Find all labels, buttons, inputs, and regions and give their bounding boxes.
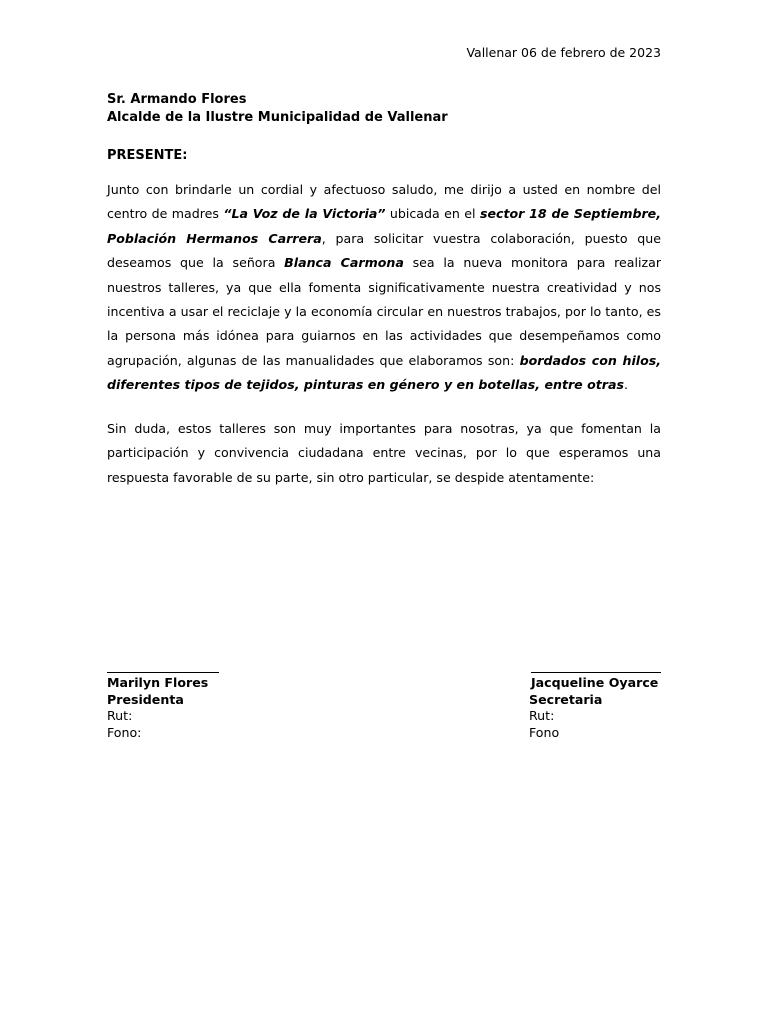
signature-block-left [107,658,219,741]
paragraph-1-highlight-3: Blanca Carmona [284,255,404,271]
paragraph-1-text-5: . [624,377,629,393]
signer-phone: Fono: [107,724,142,740]
paragraph-1-highlight-1: “La Voz de la Victoria” [223,206,386,222]
paragraph-1-text-3: , para solicitar vuestra colaboración, puesto que deseamos que la señora [107,230,661,271]
addressee-block [107,91,448,127]
paragraph-1-text-2: ubicada en el [385,206,480,222]
greeting: PRESENTE: [107,148,188,163]
body-paragraph-2: Sin duda, estos talleres son muy importantes para nosotras, ya que fomentan la participación y convivencia ciudadana entre vecinas, por lo que esperamos una respuesta favorable de su parte, sin otro particular, se despide atentamente: [107,421,661,485]
signer-name: Marilyn Flores [107,675,209,690]
letter-date: Vallenar 06 de febrero de 2023 [466,45,661,60]
signer-phone: Fono [529,724,560,740]
addressee-name: Sr. Armando Flores [107,92,247,107]
body-paragraph-1 [107,178,661,398]
paragraph-1-highlight-4: bordados con hilos, diferentes tipos de tejidos, pinturas en género y en botellas, entre otras [107,352,662,393]
signer-role: Presidenta [107,691,184,707]
signature-line [107,658,219,673]
paragraph-1-text-1: Junto con brindarle un cordial y afectuoso saludo, me dirijo a usted en nombre del centro de madres [107,182,661,222]
signature-line [531,658,661,673]
signer-name: Jacqueline Oyarce [531,675,659,690]
signature-block-right [529,658,661,741]
paragraph-1-text-4: sea la nueva monitora para realizar nuestros talleres, ya que ella fomenta significativamente nuestra creatividad y nos incentiva a usar el reciclaje y la economía circular en nuestros trabajos, por lo tanto, es la persona más idónea para guiarnos en las actividades que desempeñamos como agrupación, algunas de las manualidades que elaboramos son: [107,255,661,368]
addressee-title: Alcalde de la Ilustre Municipalidad de Vallenar [107,110,448,125]
paragraph-1-highlight-2: sector 18 de Septiembre, Población Hermanos Carrera [107,206,661,246]
signer-rut: Rut: [529,708,555,724]
signer-role: Secretaria [529,691,603,707]
signer-rut: Rut: [107,708,133,724]
